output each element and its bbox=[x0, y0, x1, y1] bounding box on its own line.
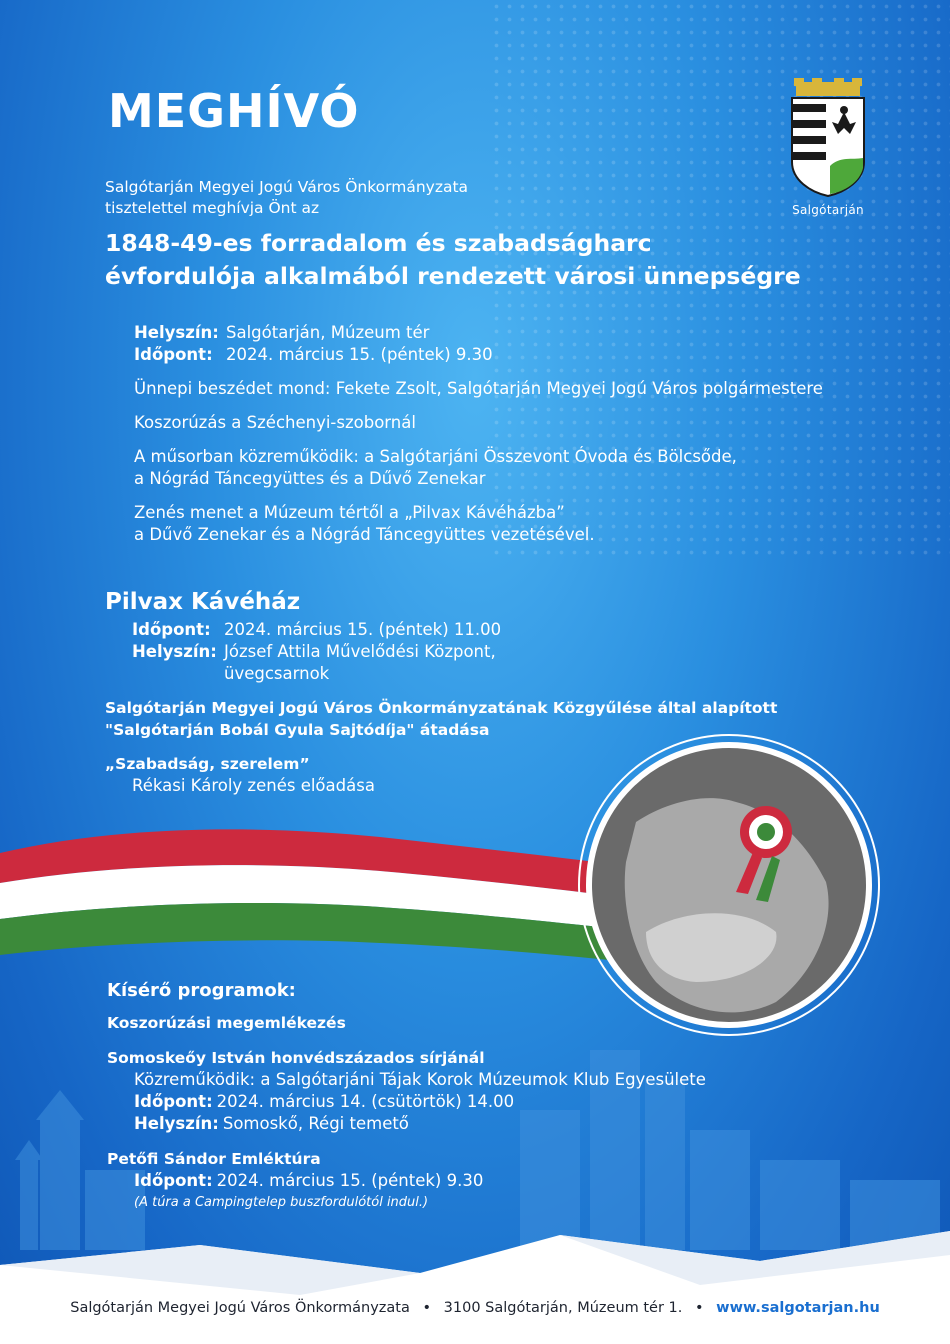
march-line: a Dűvő Zenekar és a Nógrád Táncegyüttes vezetésével. bbox=[134, 525, 595, 544]
show-description: Rékasi Károly zenés előadása bbox=[132, 776, 375, 795]
time-value: 2024. március 15. (péntek) 9.30 bbox=[216, 1171, 484, 1190]
show-title: „Szabadság, szerelem” bbox=[105, 755, 310, 773]
location-line: üvegcsarnok bbox=[224, 664, 330, 683]
time-value: 2024. március 14. (csütörtök) 14.00 bbox=[216, 1092, 515, 1111]
petofi-program bbox=[107, 1148, 483, 1214]
grave-location-row bbox=[107, 1113, 706, 1135]
pilvax-heading: Pilvax Kávéház bbox=[105, 589, 301, 615]
time-row bbox=[134, 344, 493, 366]
award-text bbox=[105, 697, 777, 741]
time-value: 2024. március 15. (péntek) 9.30 bbox=[226, 345, 493, 364]
footer-separator: • bbox=[422, 1300, 432, 1316]
time-label: Időpont: bbox=[134, 1092, 213, 1111]
main-event-details bbox=[134, 322, 493, 366]
location-value bbox=[224, 641, 496, 685]
march-line: Zenés menet a Múzeum tértől a „Pilvax Kávéházba” bbox=[134, 503, 565, 522]
intro-line: tisztelettel meghívja Önt az bbox=[105, 199, 320, 217]
flag-wave-illustration bbox=[0, 825, 620, 970]
time-label: Időpont: bbox=[134, 345, 213, 364]
side-wreath-heading: Koszorúzási megemlékezés bbox=[107, 1014, 346, 1032]
petofi-note: (A túra a Campingtelep buszfordulótól indul.) bbox=[134, 1195, 429, 1210]
award-line: Salgótarján Megyei Jogú Város Önkormányzatának Közgyűlése által alapított bbox=[105, 699, 778, 717]
pilvax-time-row bbox=[132, 619, 501, 641]
petofi-title: Petőfi Sándor Emléktúra bbox=[107, 1150, 321, 1168]
location-row bbox=[134, 322, 493, 344]
speech-text: Ünnepi beszédet mond: Fekete Zsolt, Salgótarján Megyei Jogú Város polgármestere bbox=[134, 379, 823, 398]
grave-title: Somoskeőy István honvédszázados sírjánál bbox=[107, 1049, 485, 1067]
show-text bbox=[105, 753, 375, 797]
statue-photo-circle bbox=[576, 732, 882, 1038]
march-text bbox=[134, 502, 595, 546]
footer-url-link[interactable]: www.salgotarjan.hu bbox=[716, 1300, 880, 1316]
footer-address: 3100 Salgótarján, Múzeum tér 1. bbox=[443, 1300, 683, 1316]
location-label: Helyszín: bbox=[132, 642, 217, 661]
time-label: Időpont: bbox=[134, 1171, 213, 1190]
location-value: Somoskő, Régi temető bbox=[222, 1114, 409, 1133]
location-label: Helyszín: bbox=[134, 323, 219, 342]
footer-org: Salgótarján Megyei Jogú Város Önkormányzata bbox=[70, 1300, 410, 1316]
grave-contributor: Közreműködik: a Salgótarjáni Tájak Korok Múzeumok Klub Egyesülete bbox=[134, 1070, 706, 1089]
grave-time-row bbox=[107, 1091, 706, 1113]
wreath-text: Koszorúzás a Széchenyi-szobornál bbox=[134, 413, 416, 432]
grave-program bbox=[107, 1047, 706, 1135]
intro-text bbox=[105, 177, 468, 219]
program-line: A műsorban közreműködik: a Salgótarjáni Összevont Óvoda és Bölcsőde, bbox=[134, 447, 737, 466]
coat-of-arms-icon bbox=[786, 78, 870, 200]
event-headline bbox=[105, 227, 801, 293]
side-programs-heading: Kísérő programok: bbox=[107, 980, 296, 1001]
pilvax-details bbox=[132, 619, 501, 685]
award-line: "Salgótarján Bobál Gyula Sajtódíja" átadása bbox=[105, 721, 490, 739]
location-line: József Attila Művelődési Központ, bbox=[224, 642, 496, 661]
pilvax-location-row bbox=[132, 641, 501, 685]
program-line: a Nógrád Táncegyüttes és a Dűvő Zenekar bbox=[134, 469, 486, 488]
location-label: Helyszín: bbox=[134, 1114, 219, 1133]
time-value: 2024. március 15. (péntek) 11.00 bbox=[224, 620, 502, 639]
program-text bbox=[134, 446, 737, 490]
headline-line: 1848-49-es forradalom és szabadságharc bbox=[105, 229, 652, 257]
petofi-time-row bbox=[107, 1170, 483, 1192]
footer bbox=[0, 1300, 950, 1316]
headline-line: évfordulója alkalmából rendezett városi ünnepségre bbox=[105, 262, 801, 290]
logo-wordmark: Salgótarján bbox=[792, 203, 864, 217]
page-title: MEGHÍVÓ bbox=[108, 84, 360, 138]
intro-line: Salgótarján Megyei Jogú Város Önkormányzata bbox=[105, 178, 469, 196]
bottom-wave bbox=[0, 1225, 950, 1344]
time-label: Időpont: bbox=[132, 620, 211, 639]
location-value: Salgótarján, Múzeum tér bbox=[226, 323, 430, 342]
footer-separator: • bbox=[695, 1300, 704, 1316]
